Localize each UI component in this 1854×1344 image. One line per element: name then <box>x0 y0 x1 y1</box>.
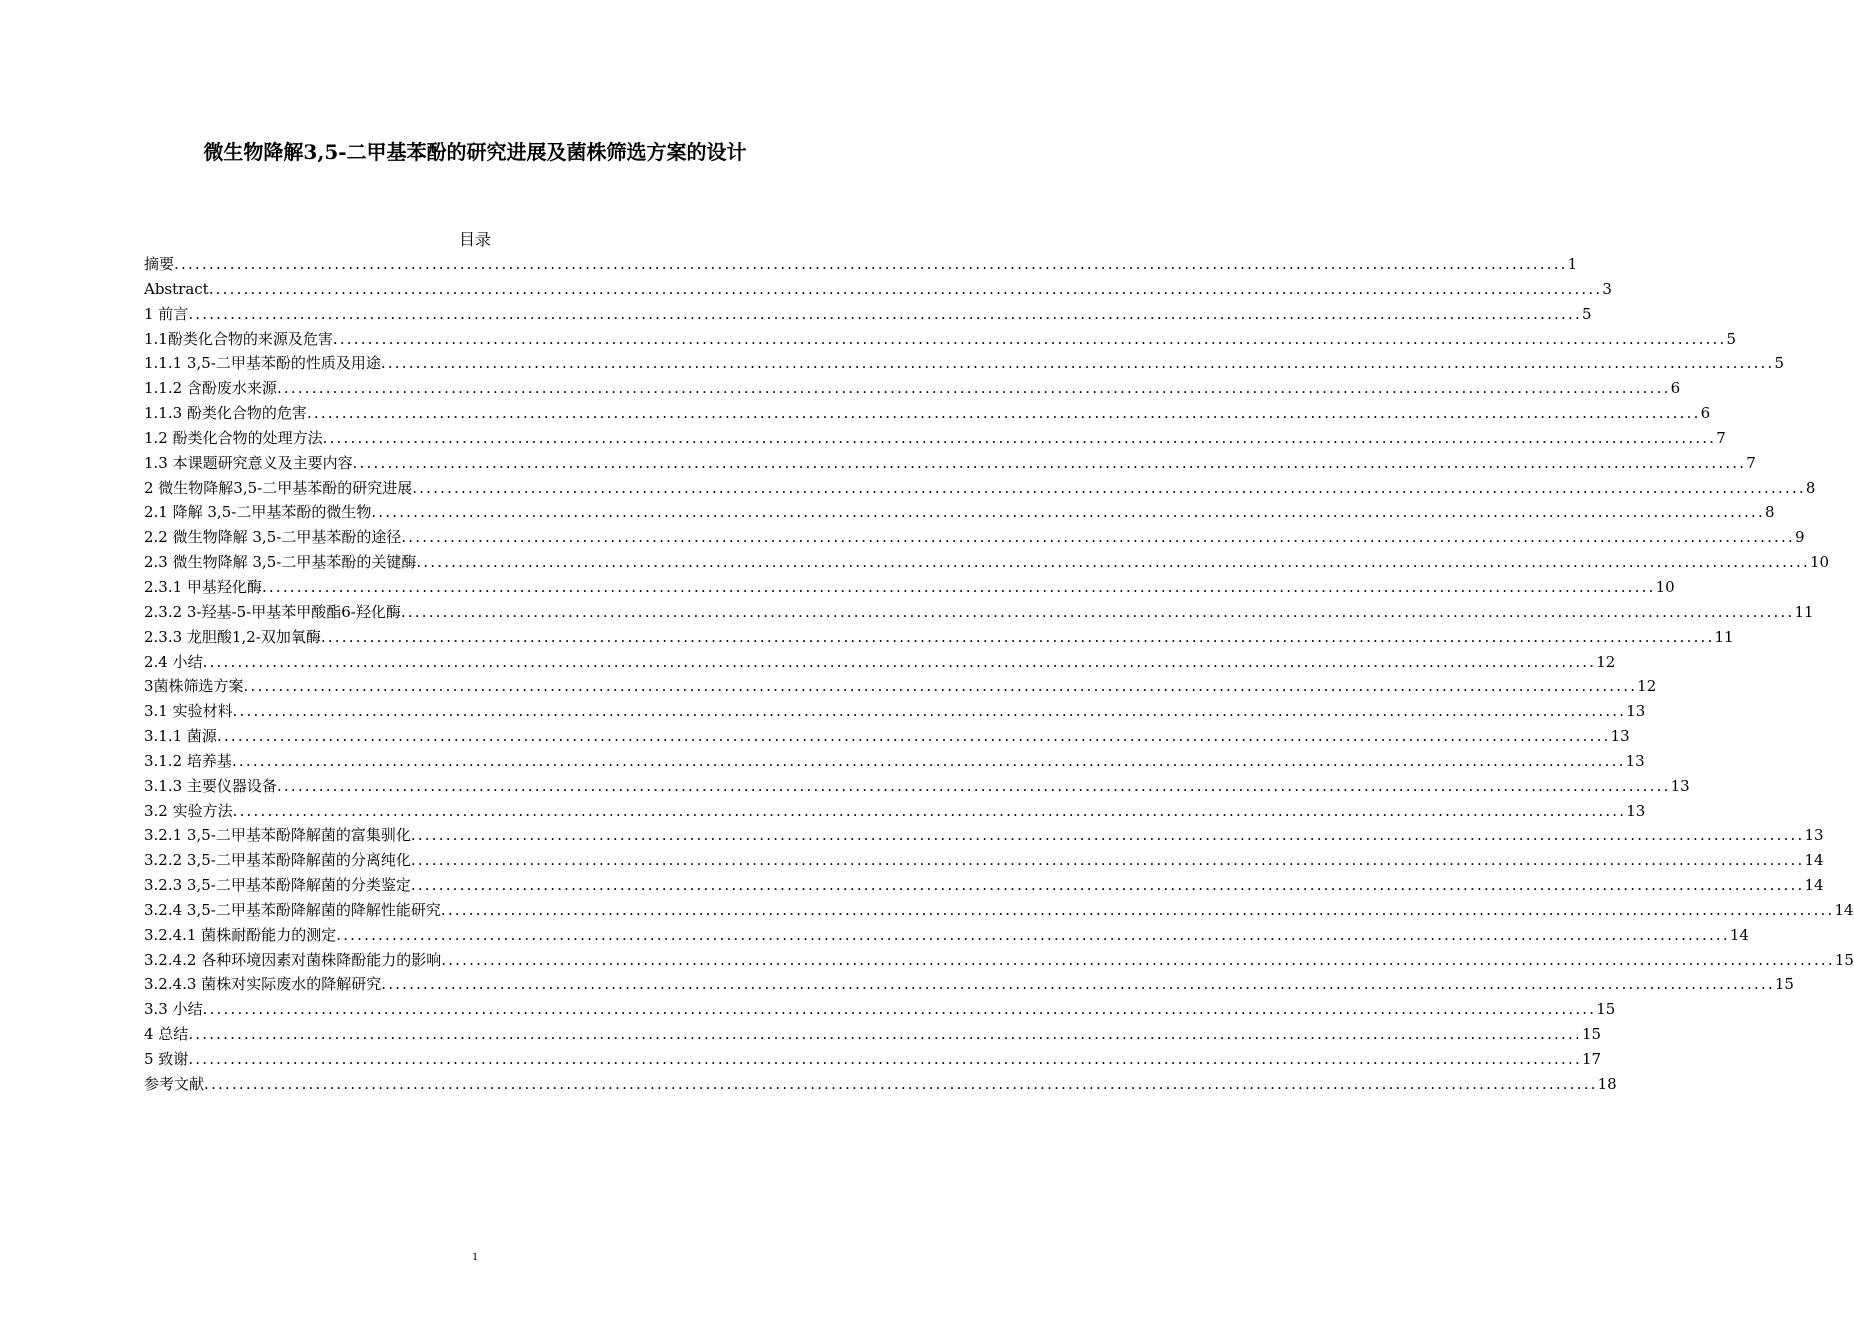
toc-entry-label: 1.3 本课题研究意义及主要内容 <box>144 453 353 472</box>
toc-entry-label: 2.3.1 甲基羟化酶 <box>144 577 262 596</box>
toc-entry-page: 1 <box>1567 255 1578 273</box>
toc-dot-leader: ........................................................................................................................................................................................................ <box>410 851 1805 870</box>
toc-entry-page: 13 <box>1610 727 1630 746</box>
toc-entry-label: 2.3 微生物降解 3,5-二甲基苯酚的关键酶 <box>144 553 417 572</box>
toc-entry[interactable] <box>144 401 1711 426</box>
toc-entry-page: 5 <box>1726 329 1737 348</box>
toc-entry[interactable] <box>144 351 1785 376</box>
toc-entry-label: 3.2.2 3,5-二甲基苯酚降解菌的分离纯化 <box>144 851 411 870</box>
toc-dot-leader: ........................................................................................................................................................................................................ <box>232 801 1627 820</box>
toc-entry-page: 14 <box>1729 925 1749 944</box>
toc-entry-page: 5 <box>1774 354 1785 373</box>
toc-entry[interactable] <box>144 327 1737 352</box>
toc-dot-leader: ........................................................................................................................................................................................................ <box>400 602 1795 621</box>
toc-entry-page: 15 <box>1834 950 1854 969</box>
toc-dot-leader: ........................................................................................................................................................................................................ <box>202 652 1597 671</box>
toc-entry[interactable] <box>144 948 1854 973</box>
toc-entry-page: 10 <box>1809 553 1830 572</box>
toc-entry[interactable] <box>144 625 1734 650</box>
page-number: 1 <box>472 1249 478 1263</box>
toc-entry-label: 3.2.4.3 菌株对实际废水的降解研究 <box>144 975 382 994</box>
toc-entry[interactable] <box>144 823 1824 848</box>
toc-entry-label: 3.1.1 菌源 <box>144 727 217 746</box>
toc-dot-leader: ........................................................................................................................................................................................................ <box>261 577 1656 596</box>
toc-dot-leader: ........................................................................................................................................................................................................ <box>231 751 1626 770</box>
toc-entry-page: 12 <box>1596 652 1616 671</box>
toc-dot-leader: ........................................................................................................................................................................................................ <box>410 826 1805 845</box>
toc-entry-page: 6 <box>1670 379 1681 398</box>
toc-dot-leader: ........................................................................................................................................................................................................ <box>322 428 1717 447</box>
toc-entry[interactable] <box>144 1047 1602 1072</box>
toc-entry-label: 2.1 降解 3,5-二甲基苯酚的微生物 <box>144 503 372 522</box>
toc-heading: 目录 <box>458 230 491 249</box>
toc-entry[interactable] <box>144 724 1630 749</box>
toc-entry[interactable] <box>144 376 1681 401</box>
toc-entry-label: 3.2.4.1 菌株耐酚能力的测定 <box>144 925 337 944</box>
toc-dot-leader: ........................................................................................................................................................................................................ <box>232 702 1627 721</box>
toc-entry-label: 3.3 小结 <box>144 1000 203 1019</box>
toc-dot-leader: ........................................................................................................................................................................................................ <box>336 925 1730 944</box>
toc-entry-label: 1.1.2 含酚废水来源 <box>144 379 277 398</box>
toc-entry[interactable] <box>144 525 1805 550</box>
toc-dot-leader: ........................................................................................................................................................................................................ <box>306 404 1701 423</box>
toc-dot-leader: ........................................................................................................................................................................................................ <box>441 950 1835 969</box>
toc-entry-page: 13 <box>1804 826 1824 845</box>
toc-dot-leader: ........................................................................................................................................................................................................ <box>416 553 1810 572</box>
toc-entry-label: 1 前言 <box>144 304 189 323</box>
toc-entry-page: 12 <box>1637 677 1657 696</box>
toc-entry-page: 13 <box>1625 751 1645 770</box>
toc-entry-label: 参考文献 <box>144 1074 205 1093</box>
toc-dot-leader: ........................................................................................................................................................................................................ <box>410 876 1805 895</box>
toc-dot-leader: ........................................................................................................................................................................................................ <box>401 528 1795 547</box>
toc-entry[interactable] <box>144 997 1616 1022</box>
toc-entry[interactable] <box>144 1072 1617 1097</box>
toc-entry-label: 5 致谢 <box>144 1050 189 1068</box>
toc-entry-page: 13 <box>1626 801 1646 820</box>
toc-entry-label: 4 总结 <box>144 1025 189 1044</box>
toc-dot-leader: ........................................................................................................................................................................................................ <box>188 1050 1582 1068</box>
toc-entry-label: 2.2 微生物降解 3,5-二甲基苯酚的途径 <box>144 528 402 547</box>
toc-entry-label: 1.1.3 酚类化合物的危害 <box>144 404 307 423</box>
toc-dot-leader: ........................................................................................................................................................................................................ <box>174 255 1568 273</box>
toc-entry-label: 1.1.1 3,5-二甲基苯酚的性质及用途 <box>144 354 381 373</box>
toc-entry-page: 14 <box>1804 876 1824 895</box>
toc-entry-label: 2.4 小结 <box>144 652 203 671</box>
toc-entry-page: 9 <box>1794 528 1805 547</box>
toc-dot-leader: ........................................................................................................................................................................................................ <box>188 304 1582 323</box>
toc-entry[interactable] <box>144 674 1657 699</box>
toc-entry-page: 7 <box>1716 428 1726 447</box>
toc-entry-label: 摘要 <box>144 255 175 273</box>
toc-entry[interactable] <box>144 799 1646 824</box>
toc-dot-leader: ........................................................................................................................................................................................................ <box>412 478 1806 497</box>
toc-entry[interactable] <box>144 426 1726 451</box>
toc-entry-page: 8 <box>1764 503 1775 522</box>
toc-dot-leader: ........................................................................................................................................................................................................ <box>208 279 1603 298</box>
toc-dot-leader: ........................................................................................................................................................................................................ <box>380 354 1775 373</box>
toc-entry[interactable] <box>144 972 1794 997</box>
toc-entry[interactable] <box>144 575 1675 600</box>
toc-entry-page: 15 <box>1581 1025 1602 1044</box>
toc-entry-page: 13 <box>1670 776 1690 795</box>
toc-entry[interactable] <box>144 476 1816 501</box>
toc-entry-page: 10 <box>1655 577 1675 596</box>
toc-dot-leader: ........................................................................................................................................................................................................ <box>188 1025 1582 1044</box>
toc-entry-page: 6 <box>1700 404 1711 423</box>
toc-entry[interactable] <box>144 302 1592 327</box>
toc-entry-page: 14 <box>1834 900 1854 919</box>
toc-entry[interactable] <box>144 848 1824 873</box>
table-of-contents <box>144 252 1854 1097</box>
toc-entry[interactable] <box>144 774 1690 799</box>
toc-dot-leader: ........................................................................................................................................................................................................ <box>204 1074 1598 1093</box>
toc-entry[interactable] <box>144 873 1824 898</box>
toc-dot-leader: ........................................................................................................................................................................................................ <box>371 503 1765 522</box>
toc-dot-leader: ........................................................................................................................................................................................................ <box>440 900 1835 919</box>
toc-entry-page: 11 <box>1714 627 1734 646</box>
toc-entry[interactable] <box>144 650 1616 675</box>
toc-dot-leader: ........................................................................................................................................................................................................ <box>243 677 1638 696</box>
toc-dot-leader: ........................................................................................................................................................................................................ <box>202 1000 1597 1019</box>
toc-entry-page: 15 <box>1774 975 1794 994</box>
toc-entry[interactable] <box>144 1022 1602 1047</box>
toc-entry-label: 3.2.3 3,5-二甲基苯酚降解菌的分类鉴定 <box>144 876 411 895</box>
toc-entry-label: Abstract <box>144 279 209 298</box>
toc-entry[interactable] <box>144 500 1775 525</box>
toc-entry[interactable] <box>144 898 1854 923</box>
toc-entry-label: 3.2.1 3,5-二甲基苯酚降解菌的富集驯化 <box>144 826 411 845</box>
toc-dot-leader: ........................................................................................................................................................................................................ <box>216 727 1611 746</box>
toc-dot-leader: ........................................................................................................................................................................................................ <box>320 627 1715 646</box>
toc-entry-label: 3.1 实验材料 <box>144 702 233 721</box>
toc-entry-page: 13 <box>1626 702 1646 721</box>
toc-dot-leader: ........................................................................................................................................................................................................ <box>352 453 1747 472</box>
toc-entry-label: 2 微生物降解3,5-二甲基苯酚的研究进展 <box>144 478 413 497</box>
toc-entry[interactable] <box>144 550 1830 575</box>
toc-entry-page: 5 <box>1581 304 1592 323</box>
toc-entry-page: 11 <box>1794 602 1814 621</box>
document-title: 微生物降解3,5-二甲基苯酚的研究进展及菌株筛选方案的设计 <box>203 140 747 164</box>
toc-entry-label: 3菌株筛选方案 <box>144 677 244 696</box>
toc-entry-label: 2.3.3 龙胆酸1,2-双加氧酶 <box>144 627 321 646</box>
toc-dot-leader: ........................................................................................................................................................................................................ <box>381 975 1775 994</box>
toc-entry[interactable] <box>144 451 1756 476</box>
toc-entry-page: 18 <box>1597 1074 1617 1093</box>
toc-entry-page: 8 <box>1805 478 1816 497</box>
toc-entry-label: 3.2.4 3,5-二甲基苯酚降解菌的降解性能研究 <box>144 900 441 919</box>
toc-entry-label: 3.1.2 培养基 <box>144 751 232 770</box>
toc-entry[interactable] <box>144 699 1646 724</box>
toc-entry-label: 2.3.2 3-羟基-5-甲基苯甲酸酯6-羟化酶 <box>144 602 401 621</box>
toc-entry-page: 14 <box>1804 851 1824 870</box>
toc-dot-leader: ........................................................................................................................................................................................................ <box>276 379 1671 398</box>
toc-entry-label: 3.2.4.2 各种环境因素对菌株降酚能力的影响 <box>144 950 442 969</box>
toc-dot-leader: ........................................................................................................................................................................................................ <box>276 776 1671 795</box>
toc-dot-leader: ........................................................................................................................................................................................................ <box>332 329 1727 348</box>
toc-entry[interactable] <box>144 923 1749 948</box>
toc-entry-page: 3 <box>1602 279 1612 298</box>
toc-entry-label: 3.1.3 主要仪器设备 <box>144 776 277 795</box>
toc-entry-label: 1.1酚类化合物的来源及危害 <box>144 329 333 348</box>
toc-entry-page: 7 <box>1746 453 1756 472</box>
toc-entry[interactable] <box>144 252 1578 277</box>
toc-entry-label: 3.2 实验方法 <box>144 801 233 820</box>
toc-entry-label: 1.2 酚类化合物的处理方法 <box>144 428 323 447</box>
toc-entry[interactable] <box>144 600 1814 625</box>
toc-entry-page: 15 <box>1596 1000 1616 1019</box>
toc-entry[interactable] <box>144 749 1645 774</box>
toc-entry-page: 17 <box>1581 1050 1602 1068</box>
toc-entry[interactable] <box>144 277 1612 302</box>
